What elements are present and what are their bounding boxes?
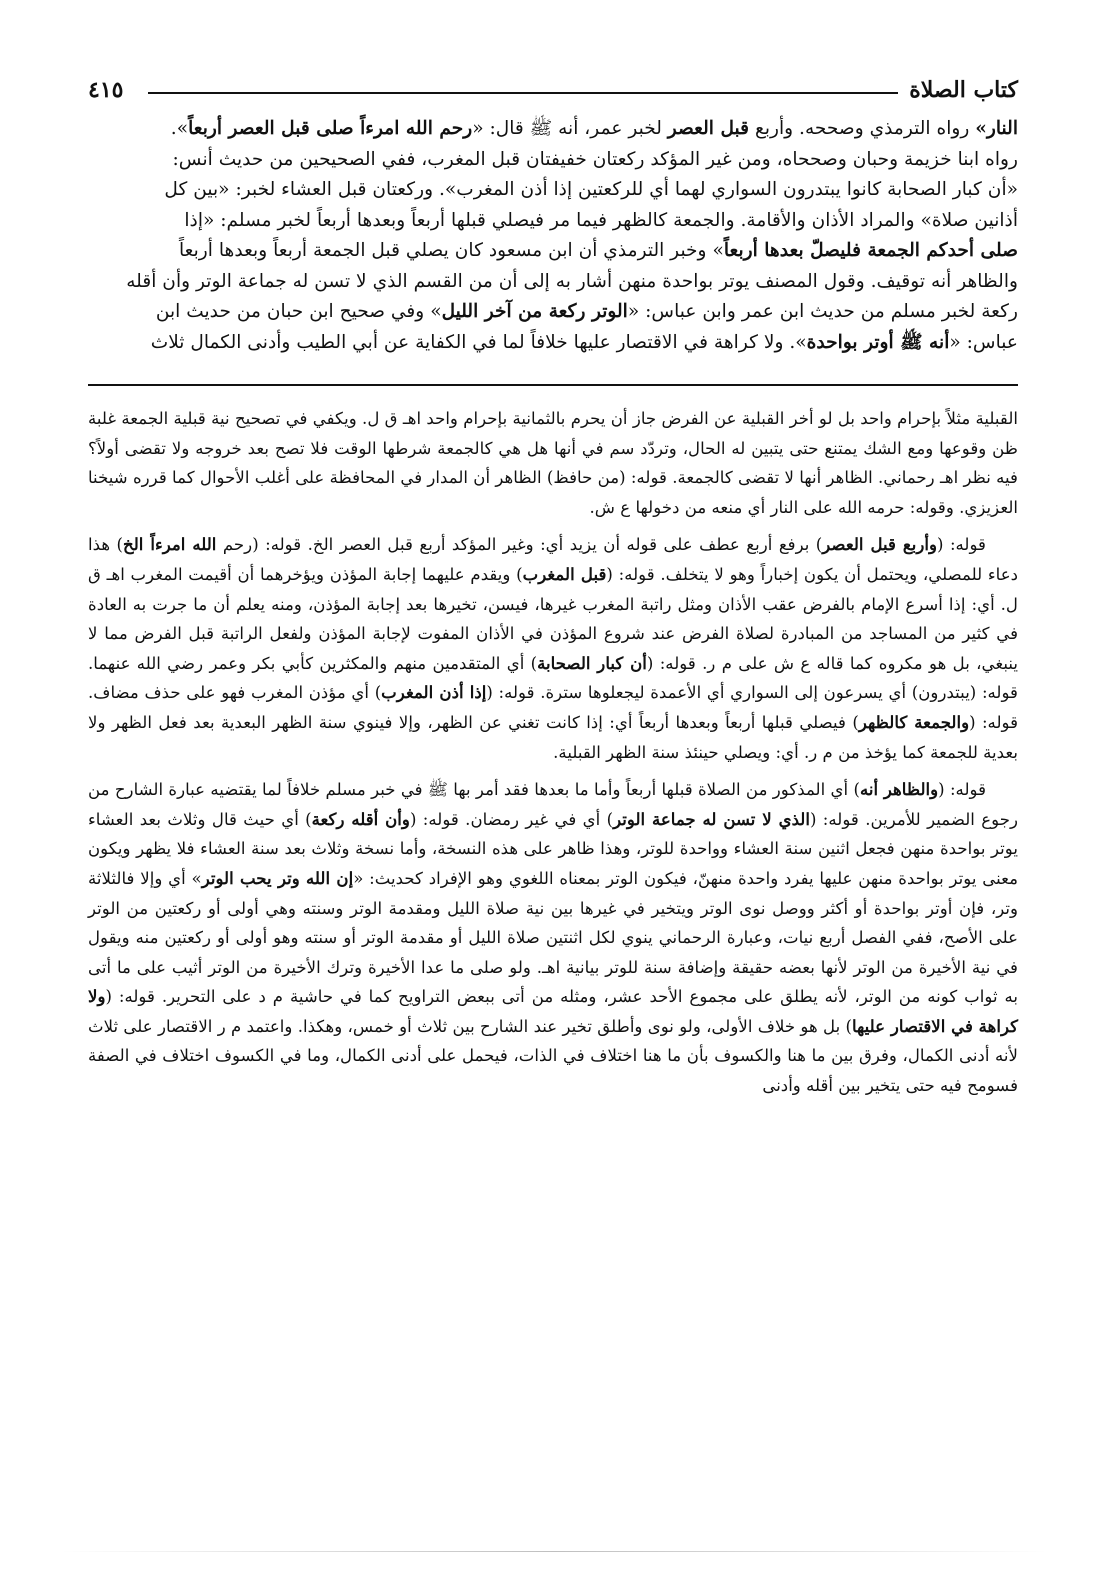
main-bold: رحم الله امرءاً صلى قبل العصر أربعاً (188, 118, 473, 139)
main-line: «أن كبار الصحابة كانوا يبتدرون السواري لهما أي للركعتين إذا أذن المغرب». وركعتان قبل العشاء لخبر: «بين كل (164, 179, 1018, 200)
page-edge-shadow (60, 1551, 1048, 1552)
text-span: ) أي حيث قال وثلاث بعد العشاء يوتر بواحدة منهن فجعل اثنين سنة العشاء وواحدة للوتر، وهذا ظاهر على هذه النسخة، وأما نسخة وثلاث بعد سنة العشاء فلا يظهر ويكون معنى يوتر بواحدة منهن عليها يفرد واحدة منهنّ، فيكون الوتر بمعناه اللغوي وهو الإفراد كحديث: « (88, 809, 1019, 888)
text-span: ) أي المذكور من الصلاة قبلها أربعاً وأما ما بعدها فقد أمر بها ﷺ في خبر مسلم خلافاً لما يقتضيه عبارة الشارح من رجوع الضمير للأمرين. قوله: ( (88, 780, 1018, 829)
main-bold: أنه ﷺ أوتر بواحدة (806, 331, 950, 353)
main-span: ». (170, 118, 189, 139)
main-span: ركعة لخبر مسلم من حديث ابن عمر وابن عباس: « (627, 301, 1018, 322)
text-span: ) أي مؤذن المغرب فهو على حذف مضاف. قوله: ( (88, 683, 1019, 732)
text-span: » أي وإلا فالثلاثة وتر، فإن أوتر بواحدة أو أكثر ووصل نوى الوتر ويتخير في غيرها بين نية صلاة الليل ومقدمة الوتر وسنته وهي أولى أو ركعتين من الوتر على الأصح، ففي الفصل أربع نيات، وعبارة الرحماني ينوي لكل اثنتين صلاة الليل أو مقدمة الوتر أو سنته وهو أولى أو ركعتين منه ويقول في نية الأخيرة من الوتر لأنها بعضه حقيقة وإضافة سنة للوتر بيانية اهـ. ولو صلى ما عدا الأخيرة وترك الأخيرة من الوتر أثيب على ما أتى به ثواب كونه من الوتر، لأنه يطلق على مجموع الأحد عشر، ومثله من أتى ببعض التراويح كما في حاشية م د على التحرير. قوله: ( (88, 868, 1018, 1007)
commentary-paragraph-3 (88, 775, 1018, 1101)
commentary-paragraph-2 (88, 530, 1018, 767)
document-page (88, 70, 1018, 1520)
page-header (88, 70, 1018, 110)
bold-term: قبل المغرب (522, 563, 607, 584)
bold-term: إن الله وتر يحب الوتر (201, 867, 354, 888)
main-line: أذانين صلاة» والمراد الأذان والأقامة. والجمعة كالظهر فيما مر فيصلي قبلها أربعاً وبعدها أربعاً لخبر مسلم: «إذا (184, 209, 1018, 231)
text-span: ) بل هو خلاف الأولى، ولو نوى وأطلق تخير عند الشارح بين ثلاث أو خمس، وهكذا. واعتمد م ر الاقتصار على ثلاث لأنه أدنى الكمال، وفرق بين ما هنا والكسوف بأن ما هنا اختلاف في الذات، فيحمل على أدنى الكمال، وما في الكسوف اختلاف في الصفة فسومح فيه حتى يتخير بين أقله وأدنى (88, 1016, 1018, 1096)
bold-term: أن كبار الصحابة (537, 652, 647, 673)
main-bold: النار» (975, 118, 1018, 139)
main-bold: قبل العصر (667, 118, 750, 139)
text-span: ) أي في غير رمضان. قوله: ( (409, 809, 614, 829)
commentary (88, 404, 1018, 1101)
text-span: ) ويقدم عليهما إجابة المؤذن ويؤخرهما أن أقيمت المغرب اهـ ق ل. أي: إذا أسرع الإمام بالفرض عقب الأذان ومثل راتبة المغرب غيرها، فيسن، تخيرها بعد إجابة المؤذن، ومنه يعلم أن ما جرت به العادة في كثير من المساجد من المبادرة لصلاة الفرض عند شروع المؤذن في الأذان المفوت لإجابة المؤذن ولفعل الراتبة قبل الفرض مما لا ينبغي، بل هو مكروه كما قاله ع ش على م ر. قوله: ( (88, 564, 1018, 673)
main-span: لخبر عمر، أنه ﷺ قال: « (472, 118, 668, 139)
text-span: قوله: ( (937, 535, 986, 555)
main-bold: صلى أحدكم الجمعة فليصلّ بعدها أربعاً (723, 240, 1018, 261)
bold-term: والظاهر أنه (859, 779, 939, 800)
bold-term: الذي لا تسن له جماعة الوتر (613, 808, 810, 829)
bold-term: الله امرءاً الخ (123, 534, 217, 555)
bold-term: ولا كراهة في الاقتصار عليها (88, 986, 1018, 1036)
main-line: والظاهر أنه توقيف. وقول المصنف يوتر بواحدة منهن أشار به إلى أن من القسم الذي لا تسن له جماعة الوتر وأن أقله (126, 270, 1018, 292)
main-line (88, 236, 1018, 267)
text-span: ) هذا دعاء للمصلي، ويحتمل أن يكون إخباراً وهو لا يتخلف. قوله: ( (88, 535, 1019, 584)
text-span: قوله: ( (938, 780, 986, 800)
main-span: ». ولا كراهة في الاقتصار عليها خلافاً لما في الكفاية عن أبي الطيب وأدنى الكمال ثلاث (150, 331, 807, 353)
main-text (88, 114, 1018, 358)
main-line: رواه ابنا خزيمة وحبان وصححاه، ومن غير المؤكد ركعتان خفيفتان قبل المغرب، ففي الصحيحين من حديث أنس: (172, 148, 1018, 170)
main-line (88, 114, 1018, 145)
main-bold: الوتر ركعة من آخر الليل (441, 301, 628, 322)
main-span: » وخبر الترمذي أن ابن مسعود كان يصلي قبل الجمعة أربعاً وبعدها أربعاً (178, 240, 724, 261)
main-span: » وفي صحيح ابن حبان من حديث ابن (155, 301, 442, 322)
text-span: ) أي المتقدمين منهم والمكثرين كأبي بكر وعمر رضي الله عنهما. قوله: (يبتدرون) أي يسرعون إلى السواري أي الأعمدة ليجعلوها سترة. قوله: ( (88, 653, 1018, 703)
main-span: رواه الترمذي وصححه. وأربع (749, 118, 976, 139)
header-rule (148, 92, 898, 94)
chapter-title: كتاب الصلاة (903, 77, 1018, 103)
text-span: ) فيصلي قبلها أربعاً وبعدها أربعاً أي: إذا كانت تغني عن الظهر، وإلا فينوي سنة الظهر البعدية بعد فعل الظهر ولا بعدية للجمعة كما يؤخذ من م ر. أي: ويصلي حينئذ سنة الظهر القبلية. (88, 712, 1018, 762)
commentary-paragraph-1: القبلية مثلاً بإحرام واحد بل لو أخر القبلية عن الفرض جاز أن يحرم بالثمانية بإحرام واحد اهـ ق ل. ويكفي في تصحيح نية قبلية الجمعة غلبة ظن وقوعها ومع الشك يمتنع حتى يتبين له الحال، وتردّد سم في أنها هل هي كالجمعة شرطها الوقت فلا تصح بعد خروجه ولا تقضى أولاً؟ فيه نظر اهـ رحماني. الظاهر أنها لا تقضى كالجمعة. قوله: (من حافظ) الظاهر أن المدار في المحافظة على أغلب الأحوال كما قرره شيخنا العزيزي. وقوله: حرمه الله على النار أي منعه من دخولها ع ش. (88, 409, 1018, 517)
bold-term: وأربع قبل العصر (822, 534, 938, 555)
bold-term: وأن أقله ركعة (311, 808, 410, 829)
page-number: ٤١٥ (88, 77, 129, 103)
main-line (88, 297, 1018, 328)
footnote-separator (88, 384, 1018, 386)
main-line (88, 328, 1018, 359)
text-span: ) برفع أربع عطف على قوله أن يزيد أي: وغير المؤكد أربع قبل العصر الخ. قوله: (رحم (216, 535, 823, 555)
main-span: عباس: « (949, 331, 1018, 353)
bold-term: والجمعة كالظهر (858, 711, 970, 732)
bold-term: إذا أذن المغرب (381, 682, 487, 703)
